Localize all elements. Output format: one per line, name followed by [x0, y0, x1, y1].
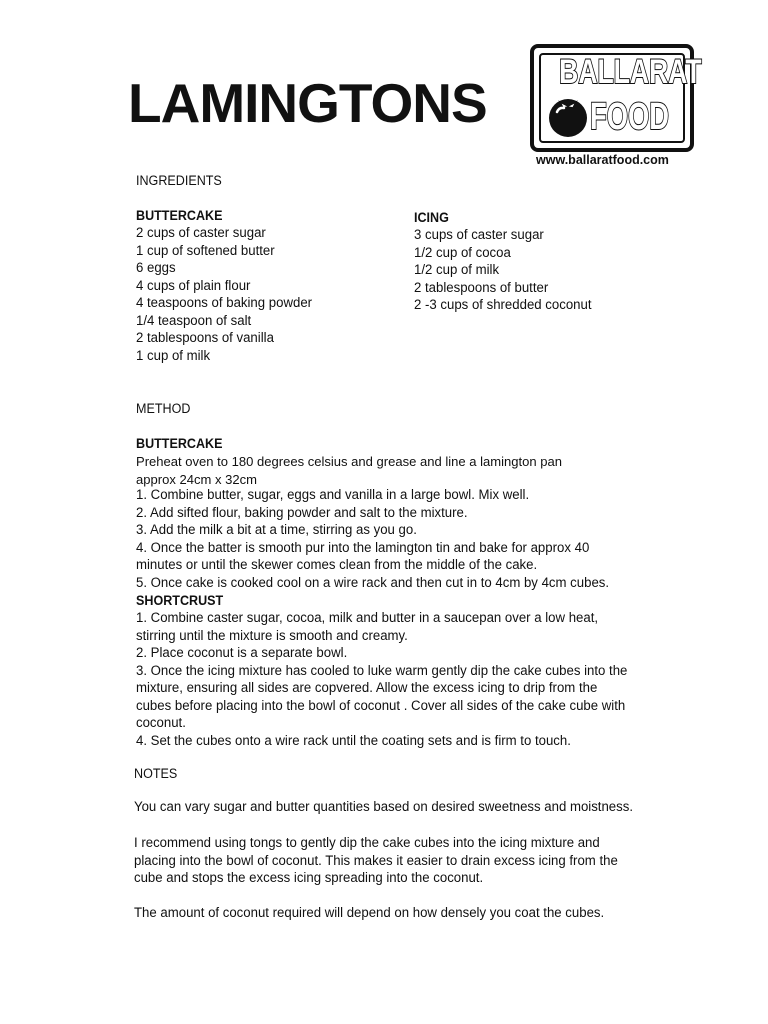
shortcrust-method-heading: SHORTCRUST	[136, 593, 224, 608]
list-item: 4 cups of plain flour	[136, 277, 251, 294]
method-line: minutes or until the skewer comes clean from the middle of the cake.	[136, 557, 538, 573]
list-item: 4 teaspoons of baking powder	[136, 295, 313, 311]
method-line: 4. Set the cubes onto a wire rack until the coating sets and is firm to touch.	[136, 732, 571, 749]
list-item: 6 eggs	[136, 260, 176, 276]
page-title: LAMINGTONS	[128, 72, 487, 134]
list-item: 2 tablespoons of butter	[414, 279, 549, 296]
method-line: stirring until the mixture is smooth and creamy.	[136, 627, 408, 644]
list-item: 3 cups of caster sugar	[414, 227, 544, 243]
logo-url: www.ballaratfood.com	[536, 153, 669, 167]
note-line: The amount of coconut required will depend on how densely you coat the cubes.	[134, 905, 605, 921]
note-line: cube and stops the excess icing spreading into the coconut.	[134, 870, 484, 886]
notes-paragraph-3	[134, 905, 604, 923]
list-item: 1 cup of softened butter	[136, 242, 275, 259]
buttercake-method-intro	[136, 453, 562, 488]
intro-line: Preheat oven to 180 degrees celsius and grease and line a lamington pan	[136, 454, 562, 469]
list-item: 1 cup of milk	[136, 347, 211, 364]
icing-ingredients-heading: ICING	[414, 210, 449, 225]
logo-text-ballarat: BALLARAT	[559, 53, 702, 91]
note-line: I recommend using tongs to gently dip the cake cubes into the icing mixture and	[134, 835, 600, 851]
list-item: 1/4 teaspoon of salt	[136, 312, 252, 329]
logo-text-food: FOOD	[590, 96, 670, 138]
method-line: 5. Once cake is cooked cool on a wire rack and then cut in to 4cm by 4cm cubes.	[136, 574, 610, 591]
shortcrust-method-steps	[136, 610, 627, 750]
method-line: 2. Place coconut is a separate bowl.	[136, 645, 348, 661]
notes-paragraph-1	[134, 799, 633, 817]
list-item: 2 -3 cups of shredded coconut	[414, 297, 592, 313]
buttercake-method-steps	[136, 487, 609, 592]
note-line: placing into the bowl of coconut. This makes it easier to drain excess icing from the	[134, 852, 618, 869]
buttercake-ingredient-list	[136, 225, 312, 365]
method-heading: METHOD	[136, 401, 191, 416]
method-line: 4. Once the batter is smooth pur into the lamington tin and bake for approx 40	[136, 539, 590, 556]
method-line: 3. Once the icing mixture has cooled to luke warm gently dip the cake cubes into the	[136, 662, 628, 679]
notes-paragraph-2	[134, 835, 618, 888]
buttercake-method-heading: BUTTERCAKE	[136, 436, 223, 451]
list-item: 2 cups of caster sugar	[136, 225, 266, 241]
method-line: 1. Combine butter, sugar, eggs and vanilla in a large bowl. Mix well.	[136, 487, 530, 503]
method-line: cubes before placing into the bowl of coconut . Cover all sides of the cake cube with	[136, 697, 626, 714]
list-item: 1/2 cup of cocoa	[414, 244, 511, 261]
icing-ingredient-list	[414, 227, 592, 315]
notes-heading: NOTES	[134, 766, 178, 781]
method-line: 2. Add sifted flour, baking powder and salt to the mixture.	[136, 504, 468, 521]
tomato-icon	[546, 94, 590, 138]
ballarat-food-logo	[530, 44, 702, 152]
list-item: 2 tablespoons of vanilla	[136, 330, 274, 346]
ingredients-heading: INGREDIENTS	[136, 173, 222, 188]
method-line: mixture, ensuring all sides are copvered. Allow the excess icing to drip from the	[136, 680, 598, 696]
note-line: You can vary sugar and butter quantities based on desired sweetness and moistness.	[134, 799, 634, 815]
method-line: 3. Add the milk a bit at a time, stirring as you go.	[136, 522, 417, 538]
method-line: 1. Combine caster sugar, cocoa, milk and butter in a saucepan over a low heat,	[136, 610, 599, 626]
list-item: 1/2 cup of milk	[414, 262, 500, 278]
intro-line: approx 24cm x 32cm	[136, 471, 257, 487]
buttercake-ingredients-heading: BUTTERCAKE	[136, 208, 223, 223]
method-line: coconut.	[136, 715, 186, 731]
